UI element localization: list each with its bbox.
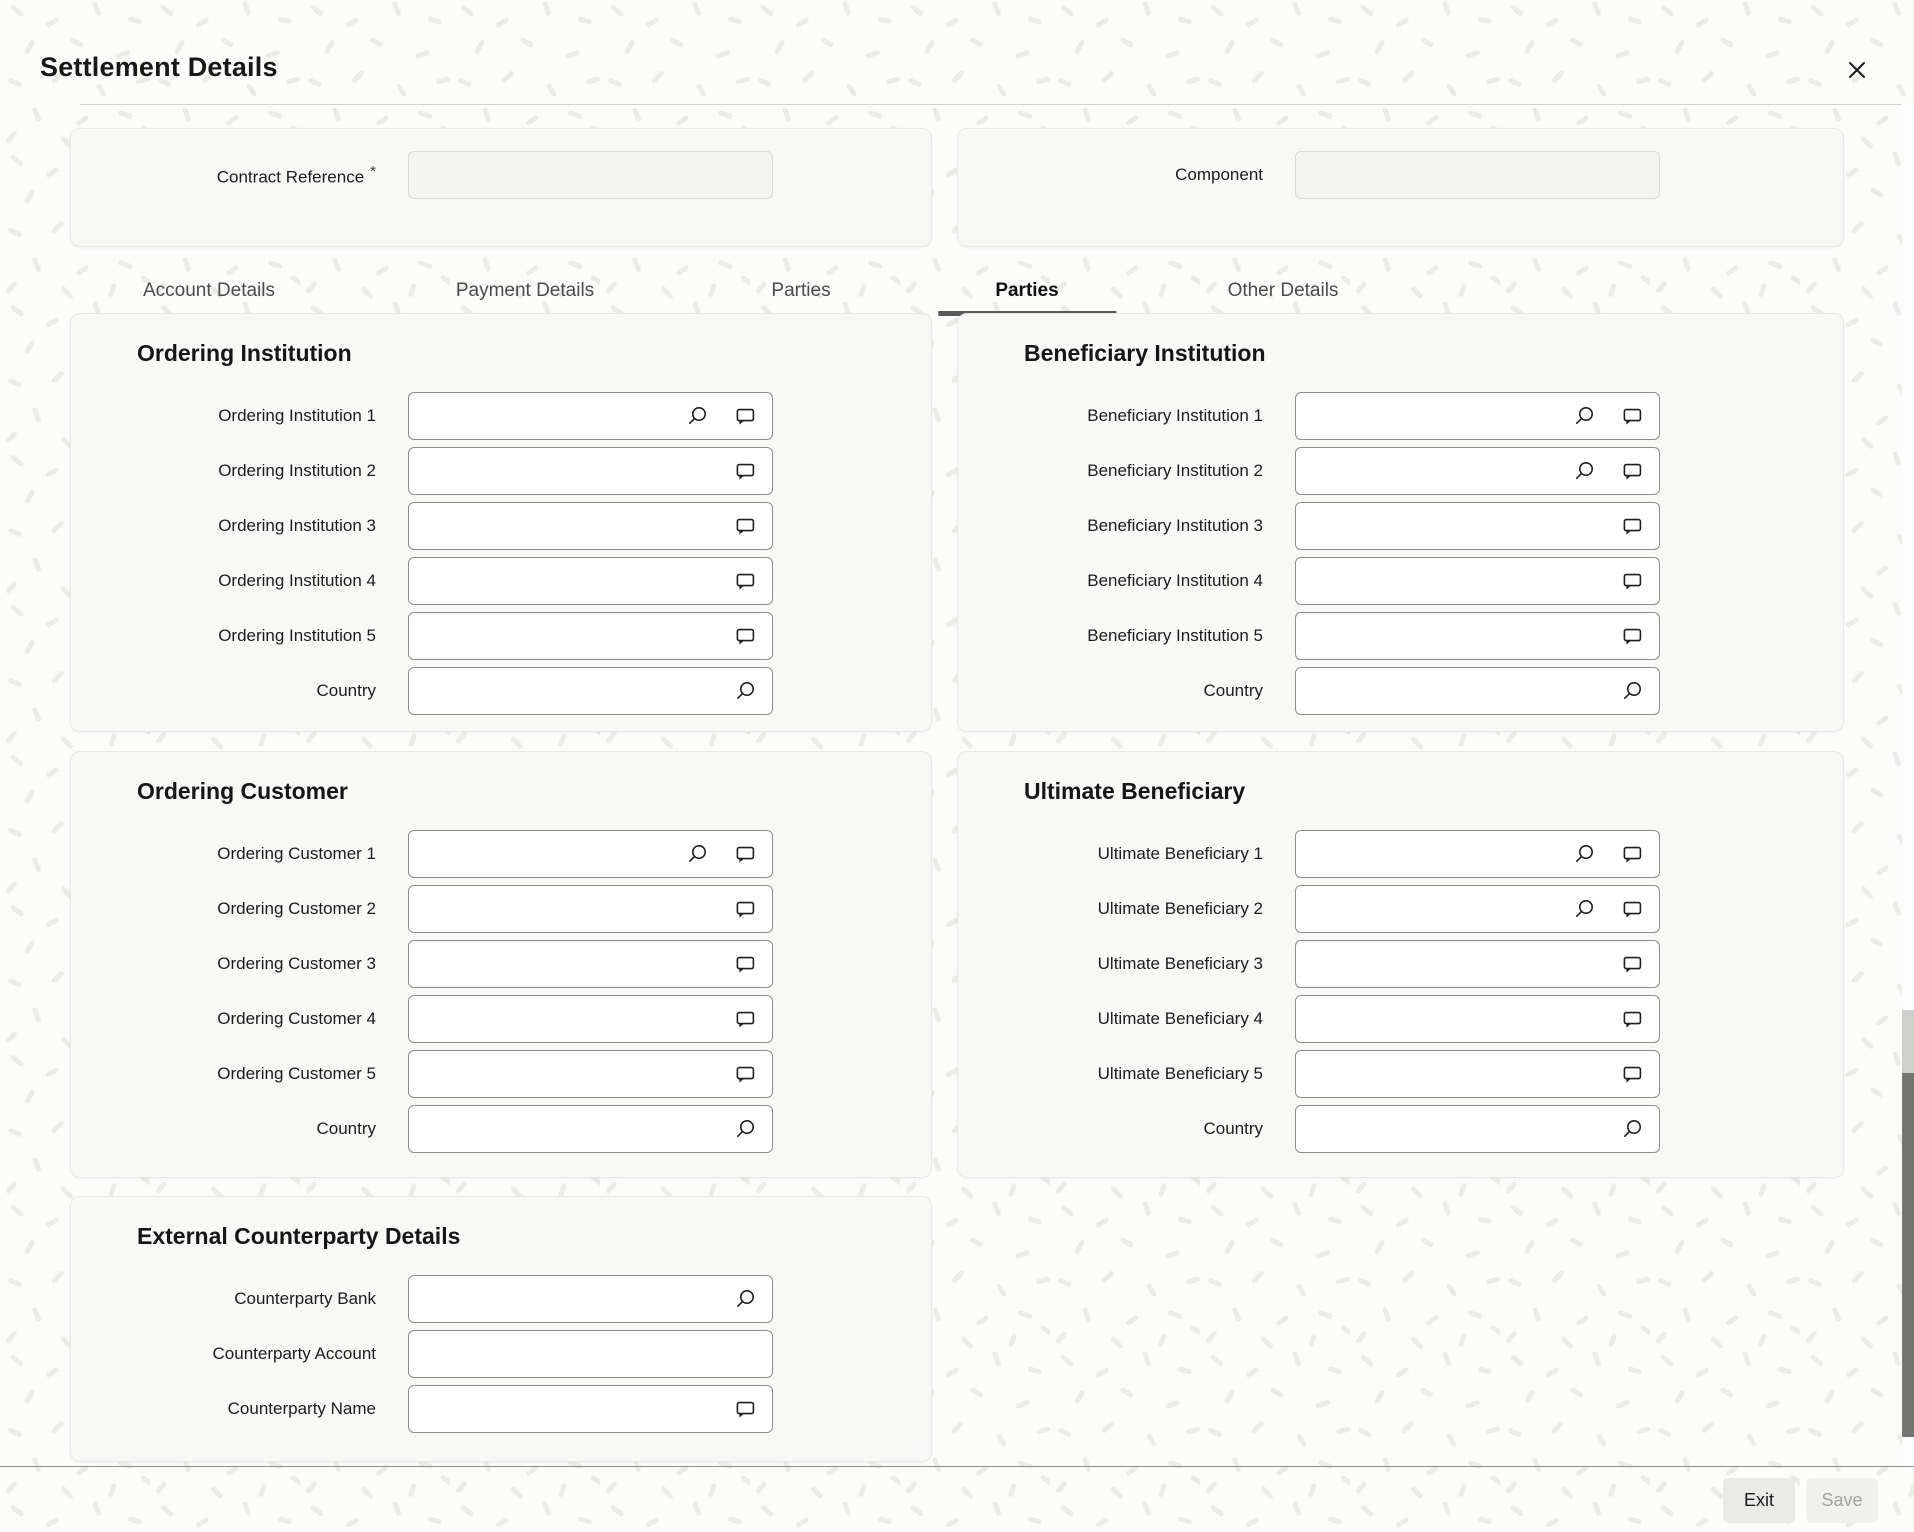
beneficiary-institution-4-input[interactable] [1306,560,1595,602]
contract-reference-input[interactable] [419,154,756,196]
search-icon[interactable] [734,1118,756,1140]
ordering-customer-5-input[interactable] [419,1053,708,1095]
field-ordering-customer-country: Country [137,1105,931,1153]
search-icon[interactable] [734,680,756,702]
comment-icon[interactable] [734,405,756,427]
comment-icon[interactable] [734,1063,756,1085]
beneficiary-institution-5-input[interactable] [1306,615,1595,657]
ordering-institution-2-input[interactable] [419,450,708,492]
field-counterparty-bank: Counterparty Bank [137,1275,931,1323]
component-card [957,128,1844,247]
ultimate-beneficiary-country-input[interactable] [1306,1108,1595,1150]
ordering-customer-1-input[interactable] [419,833,660,875]
ordering-institution-4-input[interactable] [419,560,708,602]
field-beneficiary-institution-3: Beneficiary Institution 3 [1024,502,1843,550]
beneficiary-institution-2-input[interactable] [1306,450,1547,492]
counterparty-account-input[interactable] [419,1333,756,1375]
page-title: Settlement Details [40,52,278,82]
section-external-counterparty-details [70,1196,932,1462]
beneficiary-institution-1-input[interactable] [1306,395,1547,437]
comment-icon[interactable] [1621,460,1643,482]
comment-icon[interactable] [1621,1008,1643,1030]
section-ultimate-beneficiary [957,751,1844,1178]
field-beneficiary-institution-1: Beneficiary Institution 1 [1024,392,1843,440]
component-label: Component [1175,165,1263,184]
comment-icon[interactable] [734,1398,756,1420]
contract-reference-card [70,128,932,247]
ordering-institution-5-input[interactable] [419,615,708,657]
required-marker: * [370,162,376,180]
ordering-customer-2-input[interactable] [419,888,708,930]
comment-icon[interactable] [1621,570,1643,592]
field-counterparty-name: Counterparty Name [137,1385,931,1433]
field-ultimate-beneficiary-3: Ultimate Beneficiary 3 [1024,940,1843,988]
field-ultimate-beneficiary-country: Country [1024,1105,1843,1153]
ultimate-beneficiary-4-input[interactable] [1306,998,1595,1040]
comment-icon[interactable] [734,1008,756,1030]
comment-icon[interactable] [734,843,756,865]
header-divider [80,104,1902,105]
tab-other-details[interactable]: Other Details [1227,280,1339,301]
field-ultimate-beneficiary-4: Ultimate Beneficiary 4 [1024,995,1843,1043]
field-counterparty-account: Counterparty Account [137,1330,931,1378]
ultimate-beneficiary-5-input[interactable] [1306,1053,1595,1095]
field-beneficiary-institution-country: Country [1024,667,1843,715]
search-icon[interactable] [1621,1118,1643,1140]
ultimate-beneficiary-3-input[interactable] [1306,943,1595,985]
search-icon[interactable] [686,843,708,865]
search-icon[interactable] [734,1288,756,1310]
ordering-customer-4-input[interactable] [419,998,708,1040]
ordering-institution-3-input[interactable] [419,505,708,547]
tab-bar [70,262,1850,314]
section-title: Ultimate Beneficiary [1024,778,1246,804]
section-ordering-customer [70,751,932,1178]
scrollbar-thumb[interactable] [1902,1073,1914,1437]
comment-icon[interactable] [734,898,756,920]
contract-reference-label: Contract Reference * [216,162,376,187]
search-icon[interactable] [1573,405,1595,427]
search-icon[interactable] [1573,843,1595,865]
counterparty-bank-input[interactable] [419,1278,708,1320]
field-ordering-customer-2: Ordering Customer 2 [137,885,931,933]
counterparty-name-input[interactable] [419,1388,708,1430]
field-ordering-customer-3: Ordering Customer 3 [137,940,931,988]
section-title: Ordering Customer [137,778,348,804]
field-beneficiary-institution-2: Beneficiary Institution 2 [1024,447,1843,495]
save-button[interactable]: Save [1806,1478,1878,1523]
tab-parties[interactable]: Parties [771,280,831,301]
comment-icon[interactable] [1621,515,1643,537]
comment-icon[interactable] [1621,898,1643,920]
field-ordering-customer-4: Ordering Customer 4 [137,995,931,1043]
comment-icon[interactable] [734,460,756,482]
field-ultimate-beneficiary-1: Ultimate Beneficiary 1 [1024,830,1843,878]
comment-icon[interactable] [1621,405,1643,427]
ordering-customer-country-input[interactable] [419,1108,708,1150]
field-beneficiary-institution-5: Beneficiary Institution 5 [1024,612,1843,660]
component-input[interactable] [1306,154,1643,196]
tab-parties-active[interactable]: Parties [995,280,1059,301]
ultimate-beneficiary-1-input[interactable] [1306,833,1547,875]
contract-reference-fieldbox [408,151,773,199]
comment-icon[interactable] [1621,843,1643,865]
field-ordering-institution-4: Ordering Institution 4 [137,557,931,605]
field-ordering-institution-5: Ordering Institution 5 [137,612,931,660]
comment-icon[interactable] [1621,953,1643,975]
comment-icon[interactable] [734,515,756,537]
field-ordering-customer-1: Ordering Customer 1 [137,830,931,878]
field-ordering-institution-2: Ordering Institution 2 [137,447,931,495]
tab-account-details[interactable]: Account Details [142,280,276,301]
field-ordering-institution-country: Country [137,667,931,715]
footer-divider [0,1466,1914,1467]
section-title: Beneficiary Institution [1024,340,1266,366]
section-ordering-institution [70,313,932,732]
component-fieldbox [1295,151,1660,199]
ordering-institution-country-input[interactable] [419,670,708,712]
close-icon[interactable] [1842,55,1872,85]
exit-button[interactable]: Exit [1723,1478,1795,1523]
search-icon[interactable] [1573,460,1595,482]
section-beneficiary-institution [957,313,1844,732]
beneficiary-institution-3-input[interactable] [1306,505,1595,547]
field-ordering-customer-5: Ordering Customer 5 [137,1050,931,1098]
ordering-customer-3-input[interactable] [419,943,708,985]
ultimate-beneficiary-2-input[interactable] [1306,888,1547,930]
scrollbar-track-shade [1902,1010,1914,1073]
comment-icon[interactable] [1621,625,1643,647]
search-icon[interactable] [1573,898,1595,920]
tab-payment-details[interactable]: Payment Details [455,280,595,301]
search-icon[interactable] [1621,680,1643,702]
beneficiary-institution-country-input[interactable] [1306,670,1595,712]
section-title: External Counterparty Details [137,1223,461,1249]
field-ultimate-beneficiary-5: Ultimate Beneficiary 5 [1024,1050,1843,1098]
field-ordering-institution-3: Ordering Institution 3 [137,502,931,550]
section-title: Ordering Institution [137,340,352,366]
field-ordering-institution-1: Ordering Institution 1 [137,392,931,440]
field-beneficiary-institution-4: Beneficiary Institution 4 [1024,557,1843,605]
ordering-institution-1-input[interactable] [419,395,660,437]
comment-icon[interactable] [734,570,756,592]
comment-icon[interactable] [734,953,756,975]
comment-icon[interactable] [1621,1063,1643,1085]
search-icon[interactable] [686,405,708,427]
field-ultimate-beneficiary-2: Ultimate Beneficiary 2 [1024,885,1843,933]
comment-icon[interactable] [734,625,756,647]
